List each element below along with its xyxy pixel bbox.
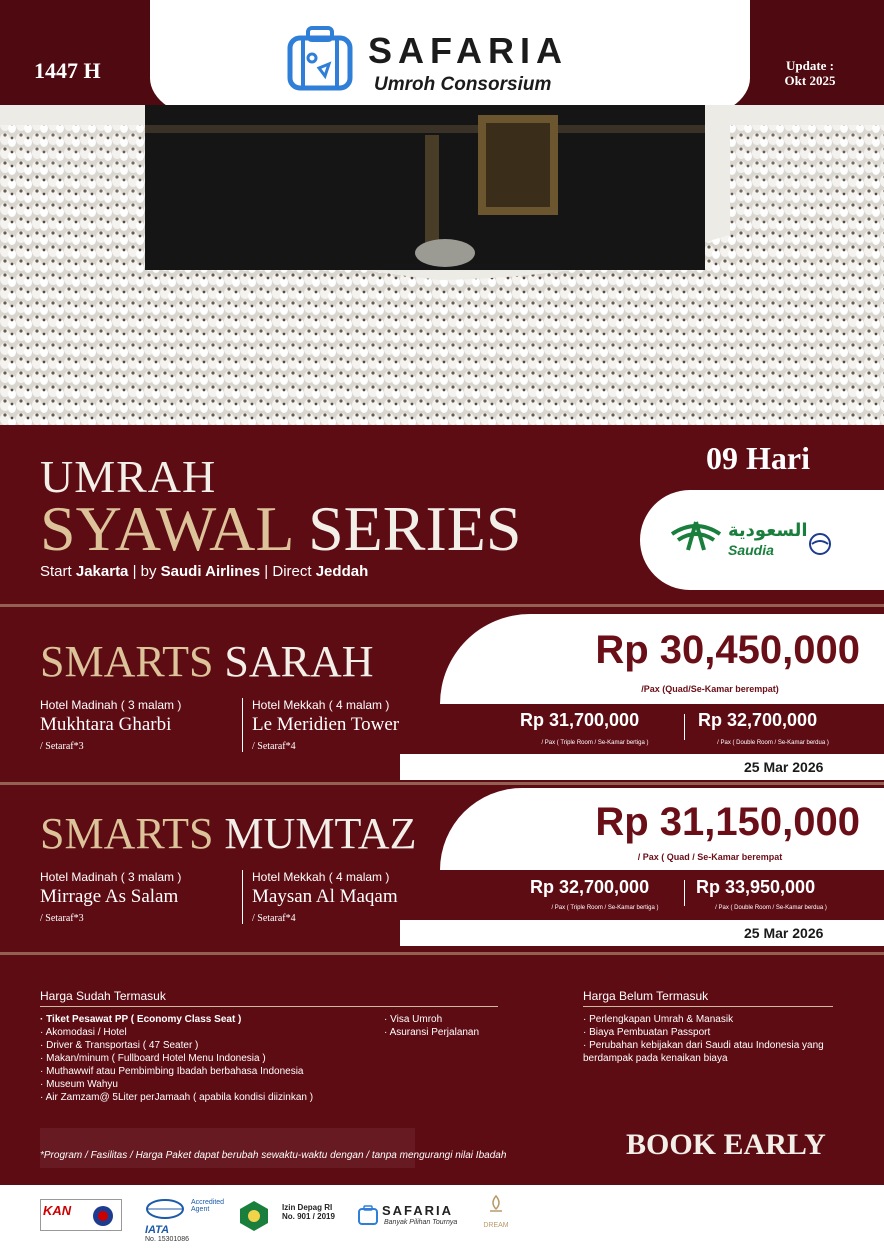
route-city: Jakarta	[75, 563, 129, 580]
title-syawal: SYAWAL	[40, 493, 293, 564]
double-price: Rp 33,950,000	[696, 877, 816, 897]
kemenag-emblem-icon	[238, 1199, 270, 1233]
title-syawal-series	[40, 492, 521, 566]
list-item: · Visa Umroh	[384, 1013, 504, 1026]
mekkah-setaraf: / Setaraf*4	[252, 913, 296, 924]
title-umrah: UMRAH	[40, 451, 217, 502]
triple-note: / Pax ( Triple Room / Se-Kamar bertiga )	[541, 740, 649, 746]
package-name	[40, 808, 416, 859]
brand-name: SAFARIA	[368, 30, 569, 71]
kan-logo	[40, 1199, 122, 1231]
list-item: · Asuransi Perjalanan	[384, 1026, 504, 1039]
mekkah-label: Hotel Mekkah ( 4 malam )	[252, 698, 390, 712]
brand-subtitle: Umroh Consorsium	[374, 74, 552, 95]
iata-accredited: Accredited Agent	[191, 1199, 225, 1213]
hotel-separator	[242, 870, 243, 924]
main-price: Rp 31,150,000	[595, 800, 860, 844]
double-price: Rp 32,700,000	[698, 710, 818, 730]
safaria-footer-brand: SAFARIA	[382, 1203, 454, 1218]
dream-ornament-icon	[486, 1195, 506, 1217]
includes-list-2	[384, 1013, 504, 1039]
list-item: · Air Zamzam@ 5Liter perJamaah ( apabila kondisi diizinkan )	[40, 1091, 380, 1104]
skyteam-icon	[808, 532, 832, 556]
list-item: · Makan/minum ( Fullboard Hotel Menu Indonesia )	[40, 1052, 380, 1065]
main-price-note: / Pax ( Quad / Se-Kamar berempat	[637, 852, 783, 862]
main-price: Rp 30,450,000	[595, 628, 860, 672]
madinah-label: Hotel Madinah ( 3 malam )	[40, 870, 182, 884]
duration-days: 09 Hari	[706, 440, 810, 476]
madinah-hotel: Mirrage As Salam	[40, 886, 179, 907]
dream-logo	[478, 1195, 514, 1229]
airline-latin: Saudia	[728, 542, 774, 558]
hotel-separator	[242, 698, 243, 752]
update-value: Okt 2025	[784, 73, 836, 88]
dream-text: DREAM	[483, 1222, 509, 1229]
triple-price: Rp 32,700,000	[530, 877, 650, 897]
includes-list	[40, 1013, 380, 1104]
suitcase-logo-icon	[285, 24, 355, 94]
iata-number: No. 15301086	[145, 1236, 189, 1243]
hijri-year: 1447 H	[34, 58, 101, 83]
mekkah-setaraf: / Setaraf*4	[252, 741, 296, 752]
section-divider	[0, 782, 884, 785]
package-name-white: MUMTAZ	[224, 809, 417, 858]
route-info	[40, 563, 368, 580]
double-note: / Pax ( Double Room / Se-Kamar berdua )	[717, 740, 829, 746]
saudia-palm-logo-icon	[668, 516, 724, 556]
triple-price: Rp 31,700,000	[520, 710, 640, 730]
list-item: · Driver & Transportasi ( 47 Seater )	[40, 1039, 380, 1052]
airline-arabic: السعودية	[728, 520, 808, 541]
airline-badge	[640, 490, 884, 590]
package-name-gold: SMARTS	[40, 637, 214, 686]
section-divider	[0, 952, 884, 955]
mekkah-label: Hotel Mekkah ( 4 malam )	[252, 870, 390, 884]
includes-heading: Harga Sudah Termasuk	[40, 989, 166, 1003]
list-item: · Perubahan kebijakan dari Saudi atau Indonesia yang berdampak pada kenaikan biaya	[583, 1039, 843, 1065]
route-start: Start	[40, 563, 76, 580]
list-item: · Museum Wahyu	[40, 1078, 380, 1091]
route-sep: | by	[128, 563, 161, 580]
madinah-setaraf: / Setaraf*3	[40, 913, 84, 924]
safaria-footer-tagline: Banyak Pilihan Tournya	[384, 1219, 458, 1226]
excludes-rule	[583, 1006, 833, 1007]
route-airline: Saudi Airlines	[160, 563, 261, 580]
triple-note: / Pax ( Triple Room / Se-Kamar bertiga )	[551, 905, 659, 911]
madinah-setaraf: / Setaraf*3	[40, 741, 84, 752]
departure-date: 25 Mar 2026	[744, 759, 824, 775]
iata-globe-icon	[145, 1199, 185, 1219]
izin-depag	[282, 1203, 335, 1221]
list-item: · Perlengkapan Umrah & Manasik	[583, 1013, 843, 1026]
iata-text: IATA	[145, 1224, 170, 1236]
mekkah-hotel: Maysan Al Maqam	[252, 886, 398, 907]
madinah-label: Hotel Madinah ( 3 malam )	[40, 698, 182, 712]
title-series: SERIES	[308, 493, 522, 564]
kaaba-photo	[0, 105, 884, 425]
book-early-cta: BOOK EARLY	[626, 1128, 826, 1161]
disclaimer: *Program / Fasilitas / Harga Paket dapat berubah sewaktu-waktu dengan / tanpa mengurangi nilai Ibadah	[40, 1150, 507, 1161]
package-name	[40, 636, 374, 687]
madinah-hotel: Mukhtara Gharbi	[40, 714, 172, 735]
izin-label: Izin Depag RI	[282, 1203, 333, 1212]
suitcase-logo-icon	[358, 1205, 378, 1225]
price-separator	[684, 714, 685, 740]
section-divider	[0, 604, 884, 607]
includes-rule	[40, 1006, 498, 1007]
departure-date: 25 Mar 2026	[744, 925, 824, 941]
double-note: / Pax ( Double Room / Se-Kamar berdua )	[715, 905, 827, 911]
package-name-gold: SMARTS	[40, 809, 214, 858]
footer-logos	[0, 1185, 884, 1250]
route-dest: Jeddah	[315, 563, 369, 580]
list-item: · Biaya Pembuatan Passport	[583, 1026, 843, 1039]
izin-number: No. 901 / 2019	[282, 1212, 335, 1221]
list-item: · Akomodasi / Hotel	[40, 1026, 380, 1039]
package-name-white: SARAH	[224, 637, 374, 686]
disclaimer-panel	[40, 1128, 415, 1168]
list-item: · Muthawwif atau Pembimbing Ibadah berbahasa Indonesia	[40, 1065, 380, 1078]
certification-seal-icon	[91, 1204, 115, 1228]
excludes-list	[583, 1013, 843, 1065]
mekkah-hotel: Le Meridien Tower	[252, 714, 400, 735]
excludes-heading: Harga Belum Termasuk	[583, 989, 709, 1003]
price-separator	[684, 880, 685, 906]
iata-logo	[145, 1199, 225, 1243]
kan-text: KAN	[43, 1203, 72, 1218]
update-label: Update :	[785, 58, 835, 73]
update-info	[770, 58, 850, 88]
main-price-note: /Pax (Quad/Se-Kamar berempat)	[641, 684, 779, 694]
route-sep: | Direct	[260, 563, 316, 580]
list-item: · Tiket Pesawat PP ( Economy Class Seat )	[40, 1013, 380, 1026]
